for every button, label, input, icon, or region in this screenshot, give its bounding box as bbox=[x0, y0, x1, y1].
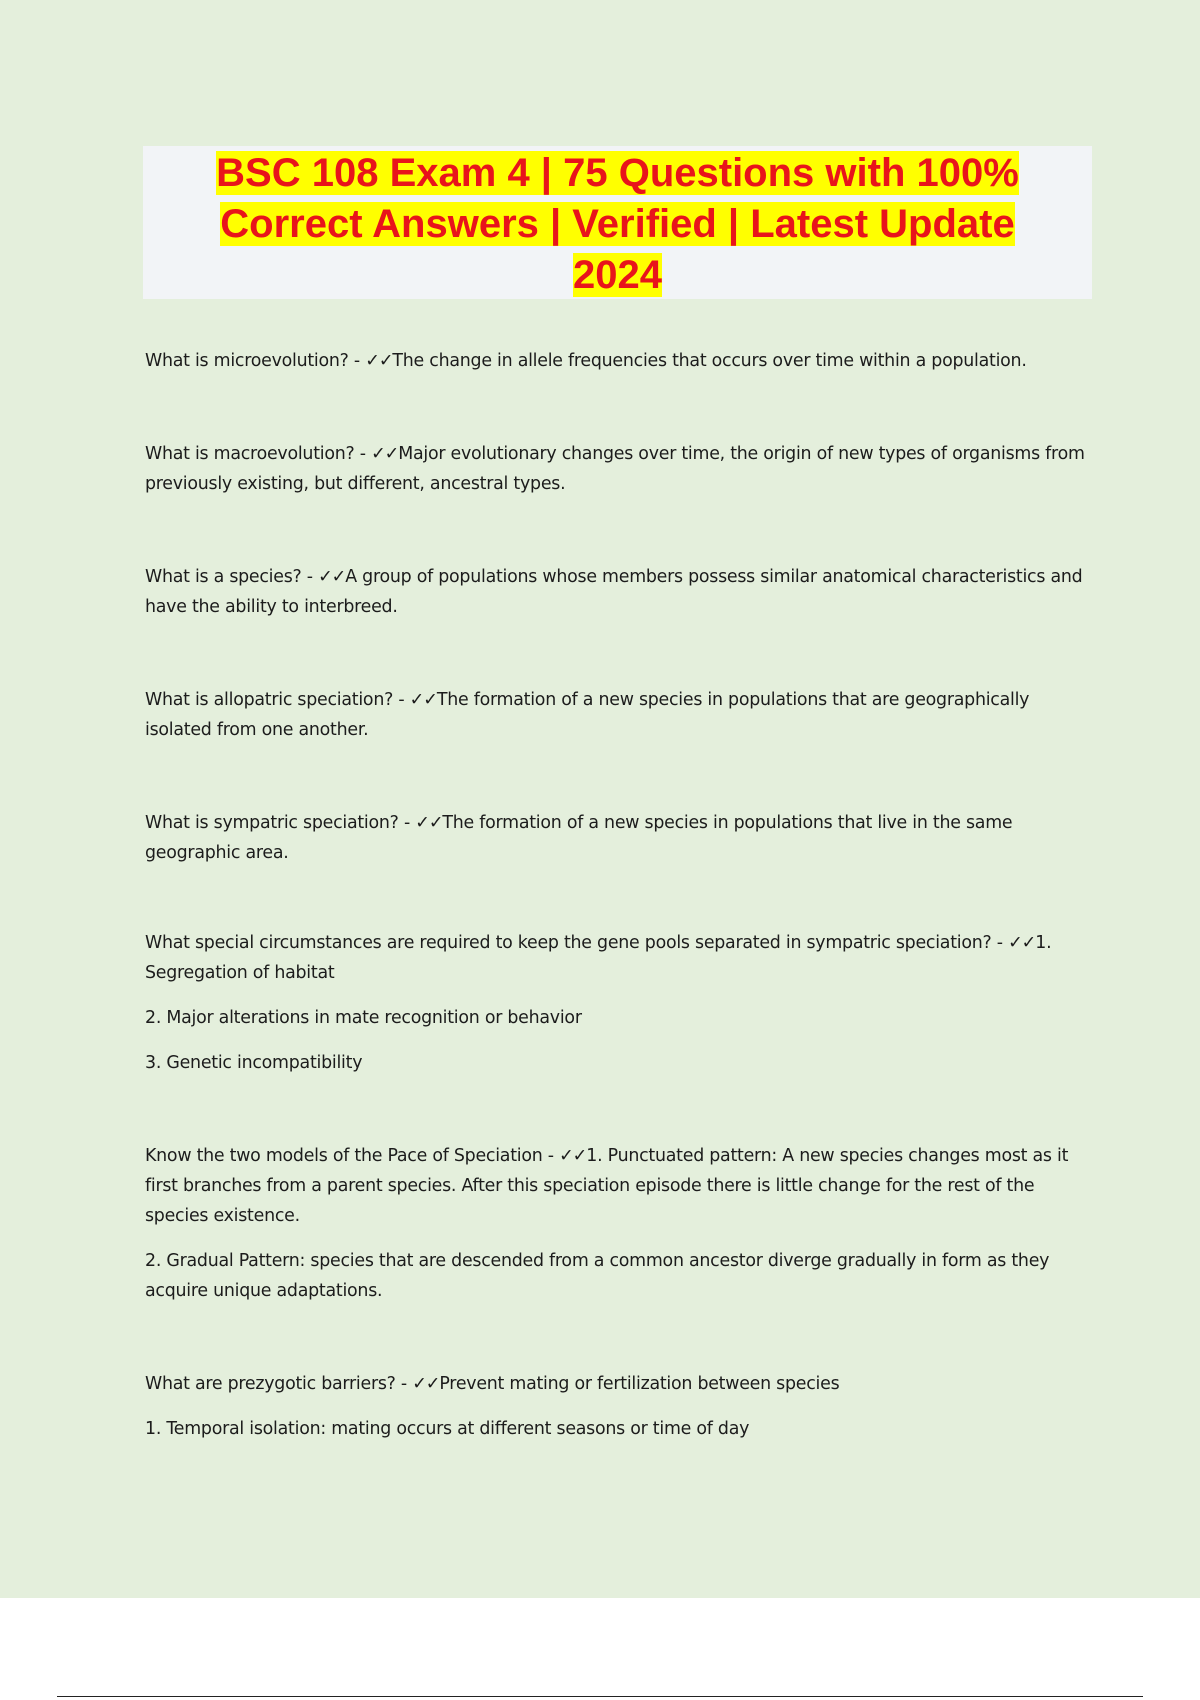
double-check-icon: ✓✓ bbox=[1008, 933, 1036, 953]
title-banner bbox=[143, 146, 1092, 299]
question-text: What is sympatric speciation? - bbox=[145, 813, 416, 833]
double-check-icon: ✓✓ bbox=[318, 567, 346, 587]
title-line-2: Correct Answers | Verified | Latest Update bbox=[220, 202, 1015, 246]
document-title bbox=[168, 148, 1068, 301]
qa-paragraph bbox=[145, 808, 1095, 868]
double-check-icon: ✓✓ bbox=[365, 351, 393, 371]
qa-entry-microevolution bbox=[145, 346, 1095, 376]
answer-text: 1. Segregation of habitat bbox=[145, 933, 1052, 983]
double-check-icon: ✓✓ bbox=[409, 690, 437, 710]
double-check-icon: ✓✓ bbox=[559, 1146, 587, 1166]
qa-paragraph bbox=[145, 346, 1095, 376]
qa-entry-sympatric bbox=[145, 808, 1095, 868]
list-item: 2. Gradual Pattern: species that are descended from a common ancestor diverge gradually in form as they acquire unique adaptations. bbox=[145, 1251, 1050, 1301]
qa-entry-species bbox=[145, 562, 1095, 622]
double-check-icon: ✓✓ bbox=[415, 813, 443, 833]
qa-list bbox=[145, 346, 1095, 1444]
list-item: 2. Major alterations in mate recognition or behavior bbox=[145, 1008, 582, 1028]
question-text: What is microevolution? - bbox=[145, 351, 366, 371]
question-text: What are prezygotic barriers? - bbox=[145, 1374, 413, 1394]
page-footer-rule bbox=[57, 1696, 1143, 1697]
answer-text: Major evolutionary changes over time, the origin of new types of organisms from previously existing, but different, ancestral types. bbox=[145, 444, 1085, 494]
qa-entry-allopatric bbox=[145, 685, 1095, 745]
list-item: 3. Genetic incompatibility bbox=[145, 1053, 363, 1073]
answer-text: The formation of a new species in populations that live in the same geographic area. bbox=[145, 813, 1013, 863]
qa-entry-pace-of-speciation bbox=[145, 1141, 1095, 1306]
question-text: What is macroevolution? - bbox=[145, 444, 372, 464]
question-text: What is a species? - bbox=[145, 567, 319, 587]
qa-entry-prezygotic-barriers bbox=[145, 1369, 1095, 1444]
answer-text: The formation of a new species in populations that are geographically isolated from one another. bbox=[145, 690, 1030, 740]
qa-paragraph bbox=[145, 1141, 1095, 1231]
qa-paragraph bbox=[145, 928, 1095, 988]
qa-paragraph bbox=[145, 562, 1095, 622]
answer-text: A group of populations whose members possess similar anatomical characteristics and have the ability to interbreed. bbox=[145, 567, 1083, 617]
qa-paragraph bbox=[145, 685, 1095, 745]
qa-entry-sympatric-circumstances bbox=[145, 928, 1095, 1078]
list-item: 1. Temporal isolation: mating occurs at different seasons or time of day bbox=[145, 1419, 750, 1439]
answer-text: Prevent mating or fertilization between species bbox=[439, 1374, 840, 1394]
double-check-icon: ✓✓ bbox=[412, 1374, 440, 1394]
answer-text: 1. Punctuated pattern: A new species changes most as it first branches from a parent species. After this speciation episode there is little change for the rest of the species existence. bbox=[145, 1146, 1069, 1226]
title-line-3: 2024 bbox=[573, 253, 662, 297]
qa-entry-macroevolution bbox=[145, 439, 1095, 499]
answer-text: The change in allele frequencies that occurs over time within a population. bbox=[392, 351, 1027, 371]
question-text: What special circumstances are required to keep the gene pools separated in sympatric speciation? - bbox=[145, 933, 1009, 953]
qa-paragraph bbox=[145, 439, 1095, 499]
question-text: What is allopatric speciation? - bbox=[145, 690, 410, 710]
question-text: Know the two models of the Pace of Speciation - bbox=[145, 1146, 560, 1166]
double-check-icon: ✓✓ bbox=[371, 444, 399, 464]
qa-paragraph bbox=[145, 1369, 1095, 1399]
title-line-1: BSC 108 Exam 4 | 75 Questions with 100% bbox=[216, 151, 1019, 195]
